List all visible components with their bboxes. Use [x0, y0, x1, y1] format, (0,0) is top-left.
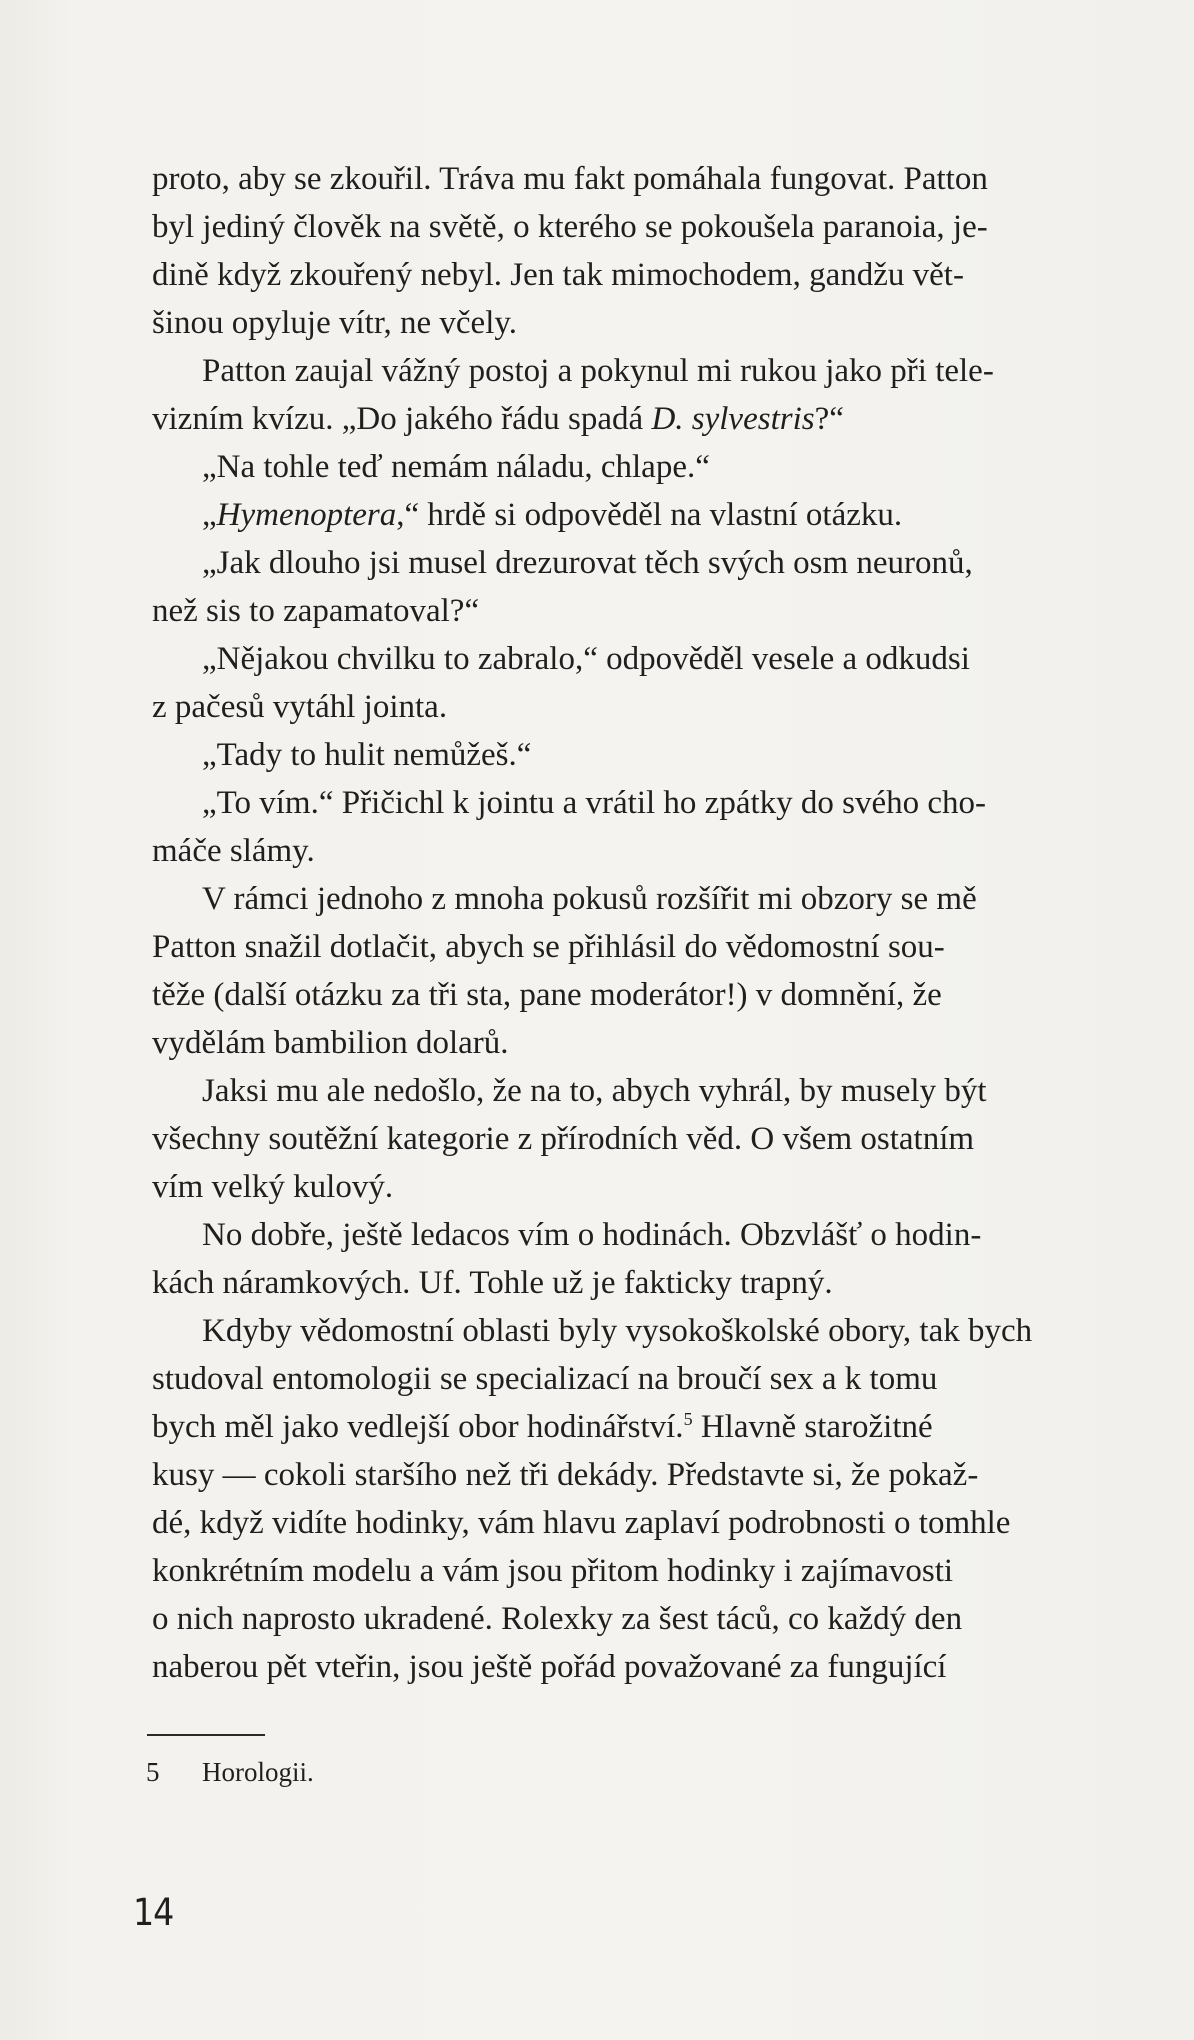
- text-line: kusy — cokoli staršího než tři dekády. Představte si, že pokaž-: [152, 1457, 979, 1493]
- paragraph: [152, 635, 1142, 731]
- text-line: dině když zkouřený nebyl. Jen tak mimochodem, gandžu vět-: [152, 257, 964, 293]
- paragraph: [152, 779, 1142, 875]
- paragraph: [152, 1307, 1142, 1691]
- text-line: o nich naprosto ukradené. Rolexky za šest táců, co každý den: [152, 1601, 963, 1637]
- text-line: dé, když vidíte hodinky, vám hlavu zaplaví podrobnosti o tomhle: [152, 1505, 1011, 1541]
- text-line: šinou opyluje vítr, ne včely.: [152, 305, 517, 341]
- text-line: naberou pět vteřin, jsou ještě pořád považované za fungující: [152, 1649, 947, 1685]
- footnote-separator: [147, 1734, 265, 1736]
- text-line: „Hymenoptera,“ hrdě si odpověděl na vlastní otázku.: [202, 497, 903, 533]
- text-line: všechny soutěžní kategorie z přírodních věd. O všem ostatním: [152, 1121, 975, 1157]
- text-line: „To vím.“ Přičichl k jointu a vrátil ho zpátky do svého cho-: [202, 785, 987, 821]
- text-line: než sis to zapamatoval?“: [152, 593, 480, 629]
- paragraph: [152, 539, 1142, 635]
- body-text: [152, 155, 1142, 1691]
- text-line: konkrétním modelu a vám jsou přitom hodinky i zajímavosti: [152, 1553, 954, 1589]
- footnote-number: 5: [146, 1757, 160, 1787]
- text-line: proto, aby se zkouřil. Tráva mu fakt pomáhala fungovat. Patton: [152, 161, 988, 197]
- paragraph: [152, 155, 1142, 347]
- text-line: byl jediný člověk na světě, o kterého se pokoušela paranoia, je-: [152, 209, 988, 245]
- page-number: 14: [133, 1891, 174, 1934]
- text-line: vydělám bambilion dolarů.: [152, 1025, 509, 1061]
- text-line: Patton snažil dotlačit, abych se přihlásil do vědomostní sou-: [152, 929, 945, 965]
- text-line: kách náramkových. Uf. Tohle už je fakticky trapný.: [152, 1265, 833, 1301]
- footnote: [146, 1755, 314, 1789]
- text-line: No dobře, ještě ledacos vím o hodinách. Obzvlášť o hodin-: [202, 1217, 982, 1253]
- text-line: Jaksi mu ale nedošlo, že na to, abych vyhrál, by musely být: [202, 1073, 987, 1109]
- paragraph: [152, 347, 1142, 443]
- text-line: z pačesů vytáhl jointa.: [152, 689, 448, 725]
- text-line: máče slámy.: [152, 833, 315, 869]
- text-line: Patton zaujal vážný postoj a pokynul mi rukou jako při tele-: [202, 353, 994, 389]
- text-line: „Na tohle teď nemám náladu, chlape.“: [202, 449, 710, 485]
- text-line: Kdyby vědomostní oblasti byly vysokoškolské obory, tak bych: [202, 1313, 1033, 1349]
- text-line: „Jak dlouho jsi musel drezurovat těch svých osm neuronů,: [202, 545, 973, 581]
- paragraph: [152, 731, 1142, 779]
- footnote-text: Horologii.: [202, 1757, 314, 1787]
- text-line: vím velký kulový.: [152, 1169, 394, 1205]
- text-line: V rámci jednoho z mnoha pokusů rozšířit mi obzory se mě: [202, 881, 977, 917]
- text-line: bych měl jako vedlejší obor hodinářství.$^5$ Hlavně starožitné: [152, 1409, 933, 1445]
- paragraph: [152, 1067, 1142, 1211]
- text-line: vizním kvízu. „Do jakého řádu spadá D. sylvestris?“: [152, 401, 844, 437]
- text-line: těže (další otázku za tři sta, pane moderátor!) v domnění, že: [152, 977, 942, 1013]
- text-line: „Tady to hulit nemůžeš.“: [202, 737, 532, 773]
- text-line: studoval entomologii se specializací na broučí sex a k tomu: [152, 1361, 938, 1397]
- paragraph: [152, 491, 1142, 539]
- text-line: „Nějakou chvilku to zabralo,“ odpověděl vesele a odkudsi: [202, 641, 970, 677]
- paragraph: [152, 875, 1142, 1067]
- paragraph: [152, 443, 1142, 491]
- paragraph: [152, 1211, 1142, 1307]
